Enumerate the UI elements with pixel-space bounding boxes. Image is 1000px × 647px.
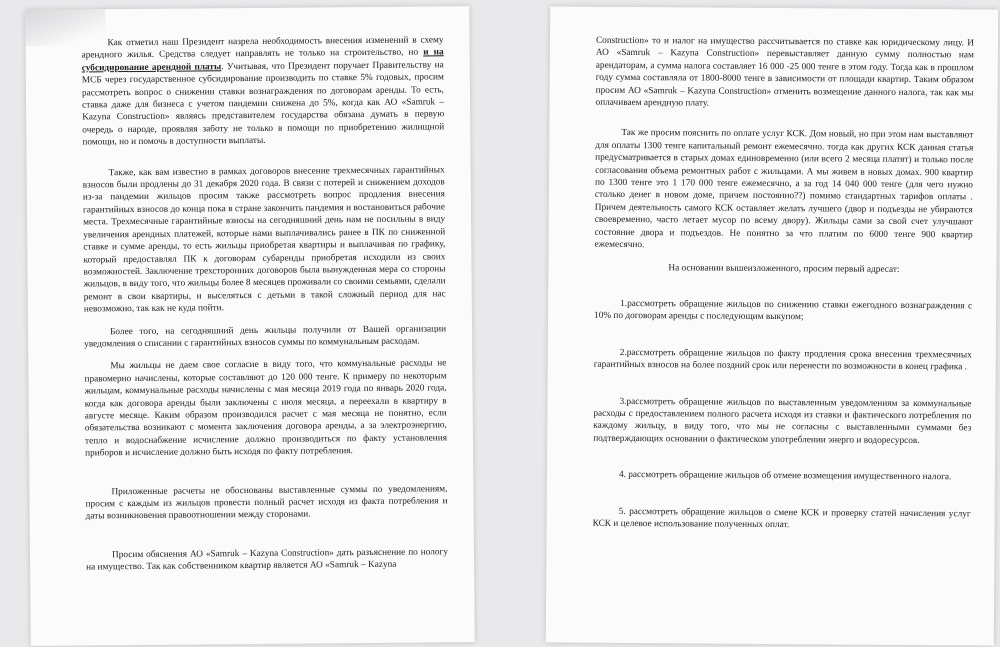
paragraph-1: Как отметил наш Президент назрела необходимость внесения изменений в схему арендного жилья. Средства следует направлять не только на строительство, но и на субсидирование арендной платы. Учитывая, что Президент поручает Правительству на МСБ через государственное субсидирование производить по ставке 5% годовых, просим рассмотреть вопрос о снижении ставки вознаграждения по договорам аренды. То есть, ставка даже для бизнеса с учетом пандемии снижена до 5%, когда как АО «Samruk – Kazyna Construction» являясь представителем государства обязана думать в первую очередь о народе, проявляя заботу не только в помощи по приобретению жилищной помощи, но и помочь в доступности выплаты.: [81, 35, 445, 148]
request-item-4: 4. рассмотреть обращение жильцов об отмене возмещения имущественного налога.: [618, 470, 952, 483]
paragraph-ksk: Так же просим пояснить по оплате услуг КСК. Дом новый, но при этом нам выставляют для оплаты 1300 тенге капитальный ремонт ежемесячно. тогда как других КСК данная статья предусматривается в старых домах единовременно (или всего 2 месяца платят) и только после согласования объема ремонтных работ с жильцами. А мы живем в новых домах. 900 квартир по 1300 тенге это 1 170 000 тенге ежемесячно, а за год 14 040 000 тенге (для чего нужно столько денег в новом доме, причем постоянно??) помимо стандартных тарифов оплаты . Причем деятельность самого КСК оставляет желать лучшего (двор и подъезды не убираются своевременно, часто летает мусор по всему двору). Жильцы сами за свой счет улучшают состояние двора и подъездов. Не понятно за что платим по 6000 тенге 900 квартир ежемесячно.: [594, 128, 974, 251]
paragraph-request-intro: На основании вышеизложенного, просим первый адресат:: [668, 262, 900, 275]
document-page-left: [25, 6, 475, 646]
paragraph-3: Более того, на сегодняшний день жильцы получили от Вашей организации уведомления о списании с гарантийных взносов суммы по коммунальным расходам.: [84, 323, 447, 350]
paragraph-6: Просим обяснения АО «Samruk – Kazyna Construction» дать разъяснение по нологу на имущество. Так как собственником квартир является АО «Samruk – Kazyna: [86, 547, 449, 573]
paragraph-continued: Construction» то и налог на имущество рассчитывается по ставке как юридическому лицу. И АО «Samruk – Kazyna Construction» перевыставляет данную сумму полностью нам арендаторам, а сумма налога составляет 16 000 -25 000 тенге в этом году. Тогда как в прошлом году сумма составляла от 1800-8000 тенге в зависимости от площади квартир. Таким образом просим АО «Samruk – Kazyna Construction» отменить возмещение данного налога, так как мы оплачиваем арендную плату.: [595, 35, 975, 109]
paragraph-5: Приложенные расчеты не обоснованы выставленные суммы по уведомлениям, просим с каждым из жильцов провести полный расчет исходя из факта потребления и даты возникновения правоотношении между сторонами.: [85, 483, 448, 522]
underlined-phrase: и на субсидирование арендной платы: [81, 47, 444, 74]
request-item-1: 1.рассмотреть обращение жильцов по снижению ставки ежегодного вознаграждения с 10% по договорам аренды с последующим выкупом;: [594, 298, 973, 323]
paragraph-4: Мы жильцы не даем свое согласие в виду того, что коммунальные расходы не правомерно начислены, которые составляют до 120 000 тенге. К примеру по некоторым жильцам, коммунальные расходы начислены с мая месяца 2019 года по январь 2020 года, когда как договора аренды были заключены с июля месяца, а переехали в квартиру в августе месяце. Каким образом производился расчет с мая месяца не понятно, если обязательства возникают с момента заключения договора аренды, а за электроэнергию, тепло и водоснабжение исчисление должно производиться по факту установления приборов и исчисление должно быть исходя по факту потребления.: [84, 358, 448, 459]
paragraph-2: Также, как вам известно в рамках договоров внесение трехмесячных гарантийных взносов были продлены до 31 декабря 2020 года. В связи с потерей и снижением доходов из-за пандемии жильцов просим также рассмотреть вопрос продления внесения гарантийных взносов до конца пока в стране закончить пандемия и востановиться рабочие места. Трехмесячные гарантийные взносы на сегодняшний день нам не посильны в виду увеличения арендных платежей, которые нами выплачивались ранее в ПК по сниженной ставке и сумме аренды, то есть жильцы приобретая квартиры и выплачивая по графику, который предоставлял ПК к договорам субаренды приобретая исходили из своих возможностей. Заключение трехсторонних договоров была вынужденная мера со стороны жильцов, в виду того, что жильцы более 8 месяцев проживали со своими семьями, сделали ремонт в свои квартиры, и выселяться с детьми в такой сложный период для нас невозможно, так как не куда пойти.: [82, 164, 446, 315]
request-item-5: 5. рассмотреть обращение жильцов о смене КСК и проверку статей начисления услуг КСК и целевое использование полученных оплат.: [592, 506, 971, 531]
page-fold-shadow: [25, 9, 105, 46]
request-item-3: 3.рассмотреть обращение жильцов по выставленным уведомлениям за коммунальные расходы с предоставлением полного расчета исходя из ставки и фактического потребления по каждому жильцу, в виду того, что мы не согласны с выставленными суммами без подтверждающих основании о фактическом употреблении энерго и водоресурсов.: [593, 396, 972, 446]
document-page-right: [546, 6, 998, 645]
request-item-2: 2.рассмотреть обращение жильцов по факту продления срока внесения трехмесячных гарантийных взносов на более поздний срок или перенести по возможности в конец графика .: [593, 347, 972, 373]
